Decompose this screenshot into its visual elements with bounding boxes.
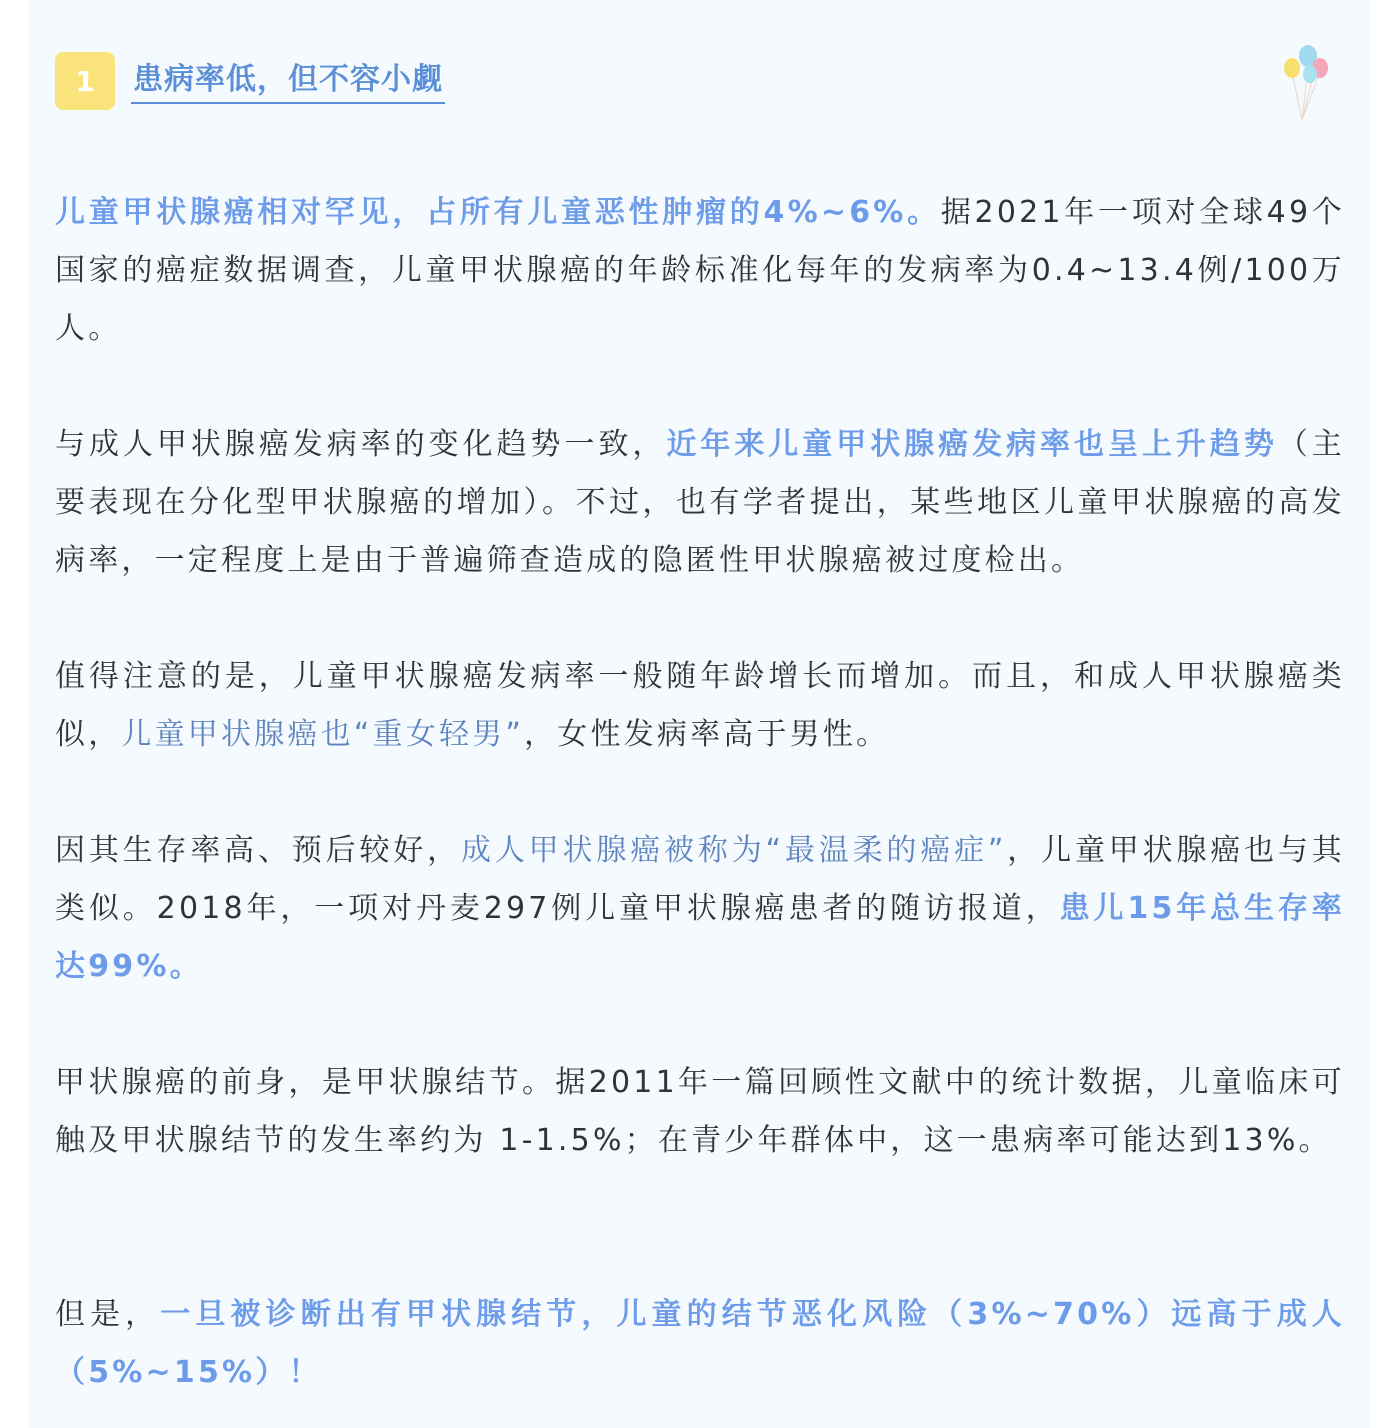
- paragraph-4-text-middle: ，儿童甲状腺癌也与其类似。2018年，一项对丹麦297例儿童甲状腺癌患者的随访报道，: [55, 833, 1346, 926]
- paragraph-3-text-after: ，女性发病率高于男性。: [524, 717, 890, 752]
- paragraph-6-highlight: 一旦被诊断出有甲状腺结节，儿童的结节恶化风险（3%~70%）远高于成人（5%~15%）！: [55, 1297, 1345, 1390]
- section-header: [55, 52, 1355, 112]
- paragraph-2: [55, 416, 1345, 590]
- paragraph-1-highlight: 儿童甲状腺癌相对罕见，占所有儿童恶性肿瘤的4%~6%。: [55, 195, 941, 230]
- paragraph-5-text: 甲状腺癌的前身，是甲状腺结节。据2011年一篇回顾性文献中的统计数据，儿童临床可触及甲状腺结节的发生率约为 1-1.5%；在青少年群体中，这一患病率可能达到13%。: [55, 1065, 1345, 1158]
- paragraph-4-highlight: 患儿15年总生存率达99%。: [55, 891, 1345, 984]
- paragraph-2-text-after: （主要表现在分化型甲状腺癌的增加）。不过，也有学者提出，某些地区儿童甲状腺癌的高发病率，一定程度上是由于普遍筛查造成的隐匿性甲状腺癌被过度检出。: [55, 427, 1345, 578]
- paragraph-1: [55, 184, 1345, 358]
- paragraph-4-highlight-soft: 成人甲状腺癌被称为“最温柔的癌症”: [461, 833, 1007, 868]
- paragraph-2-highlight: 近年来儿童甲状腺癌发病率也呈上升趋势: [666, 427, 1278, 462]
- paragraph-4-text-before: 因其生存率高、预后较好，: [55, 833, 462, 868]
- paragraph-3-text-before: 值得注意的是，儿童甲状腺癌发病率一般随年龄增长而增加。而且，和成人甲状腺癌类似，: [55, 659, 1345, 752]
- paragraph-4: [55, 822, 1345, 996]
- paragraph-2-text-before: 与成人甲状腺癌发病率的变化趋势一致，: [55, 427, 667, 462]
- paragraph-6-text-before: 但是，: [55, 1297, 161, 1332]
- section-title: 患病率低，但不容小觑: [131, 58, 445, 104]
- paragraph-1-text: 据2021年一项对全球49个国家的癌症数据调查，儿童甲状腺癌的年龄标准化每年的发病率为0.4~13.4例/100万人。: [55, 195, 1345, 346]
- paragraph-3-highlight: 儿童甲状腺癌也“重女轻男”: [121, 717, 525, 752]
- section-number-badge: 1: [55, 52, 115, 110]
- paragraph-6: [55, 1286, 1345, 1402]
- balloons-icon: [1280, 40, 1340, 125]
- paragraph-5: [55, 1054, 1345, 1170]
- paragraph-3: [55, 648, 1345, 764]
